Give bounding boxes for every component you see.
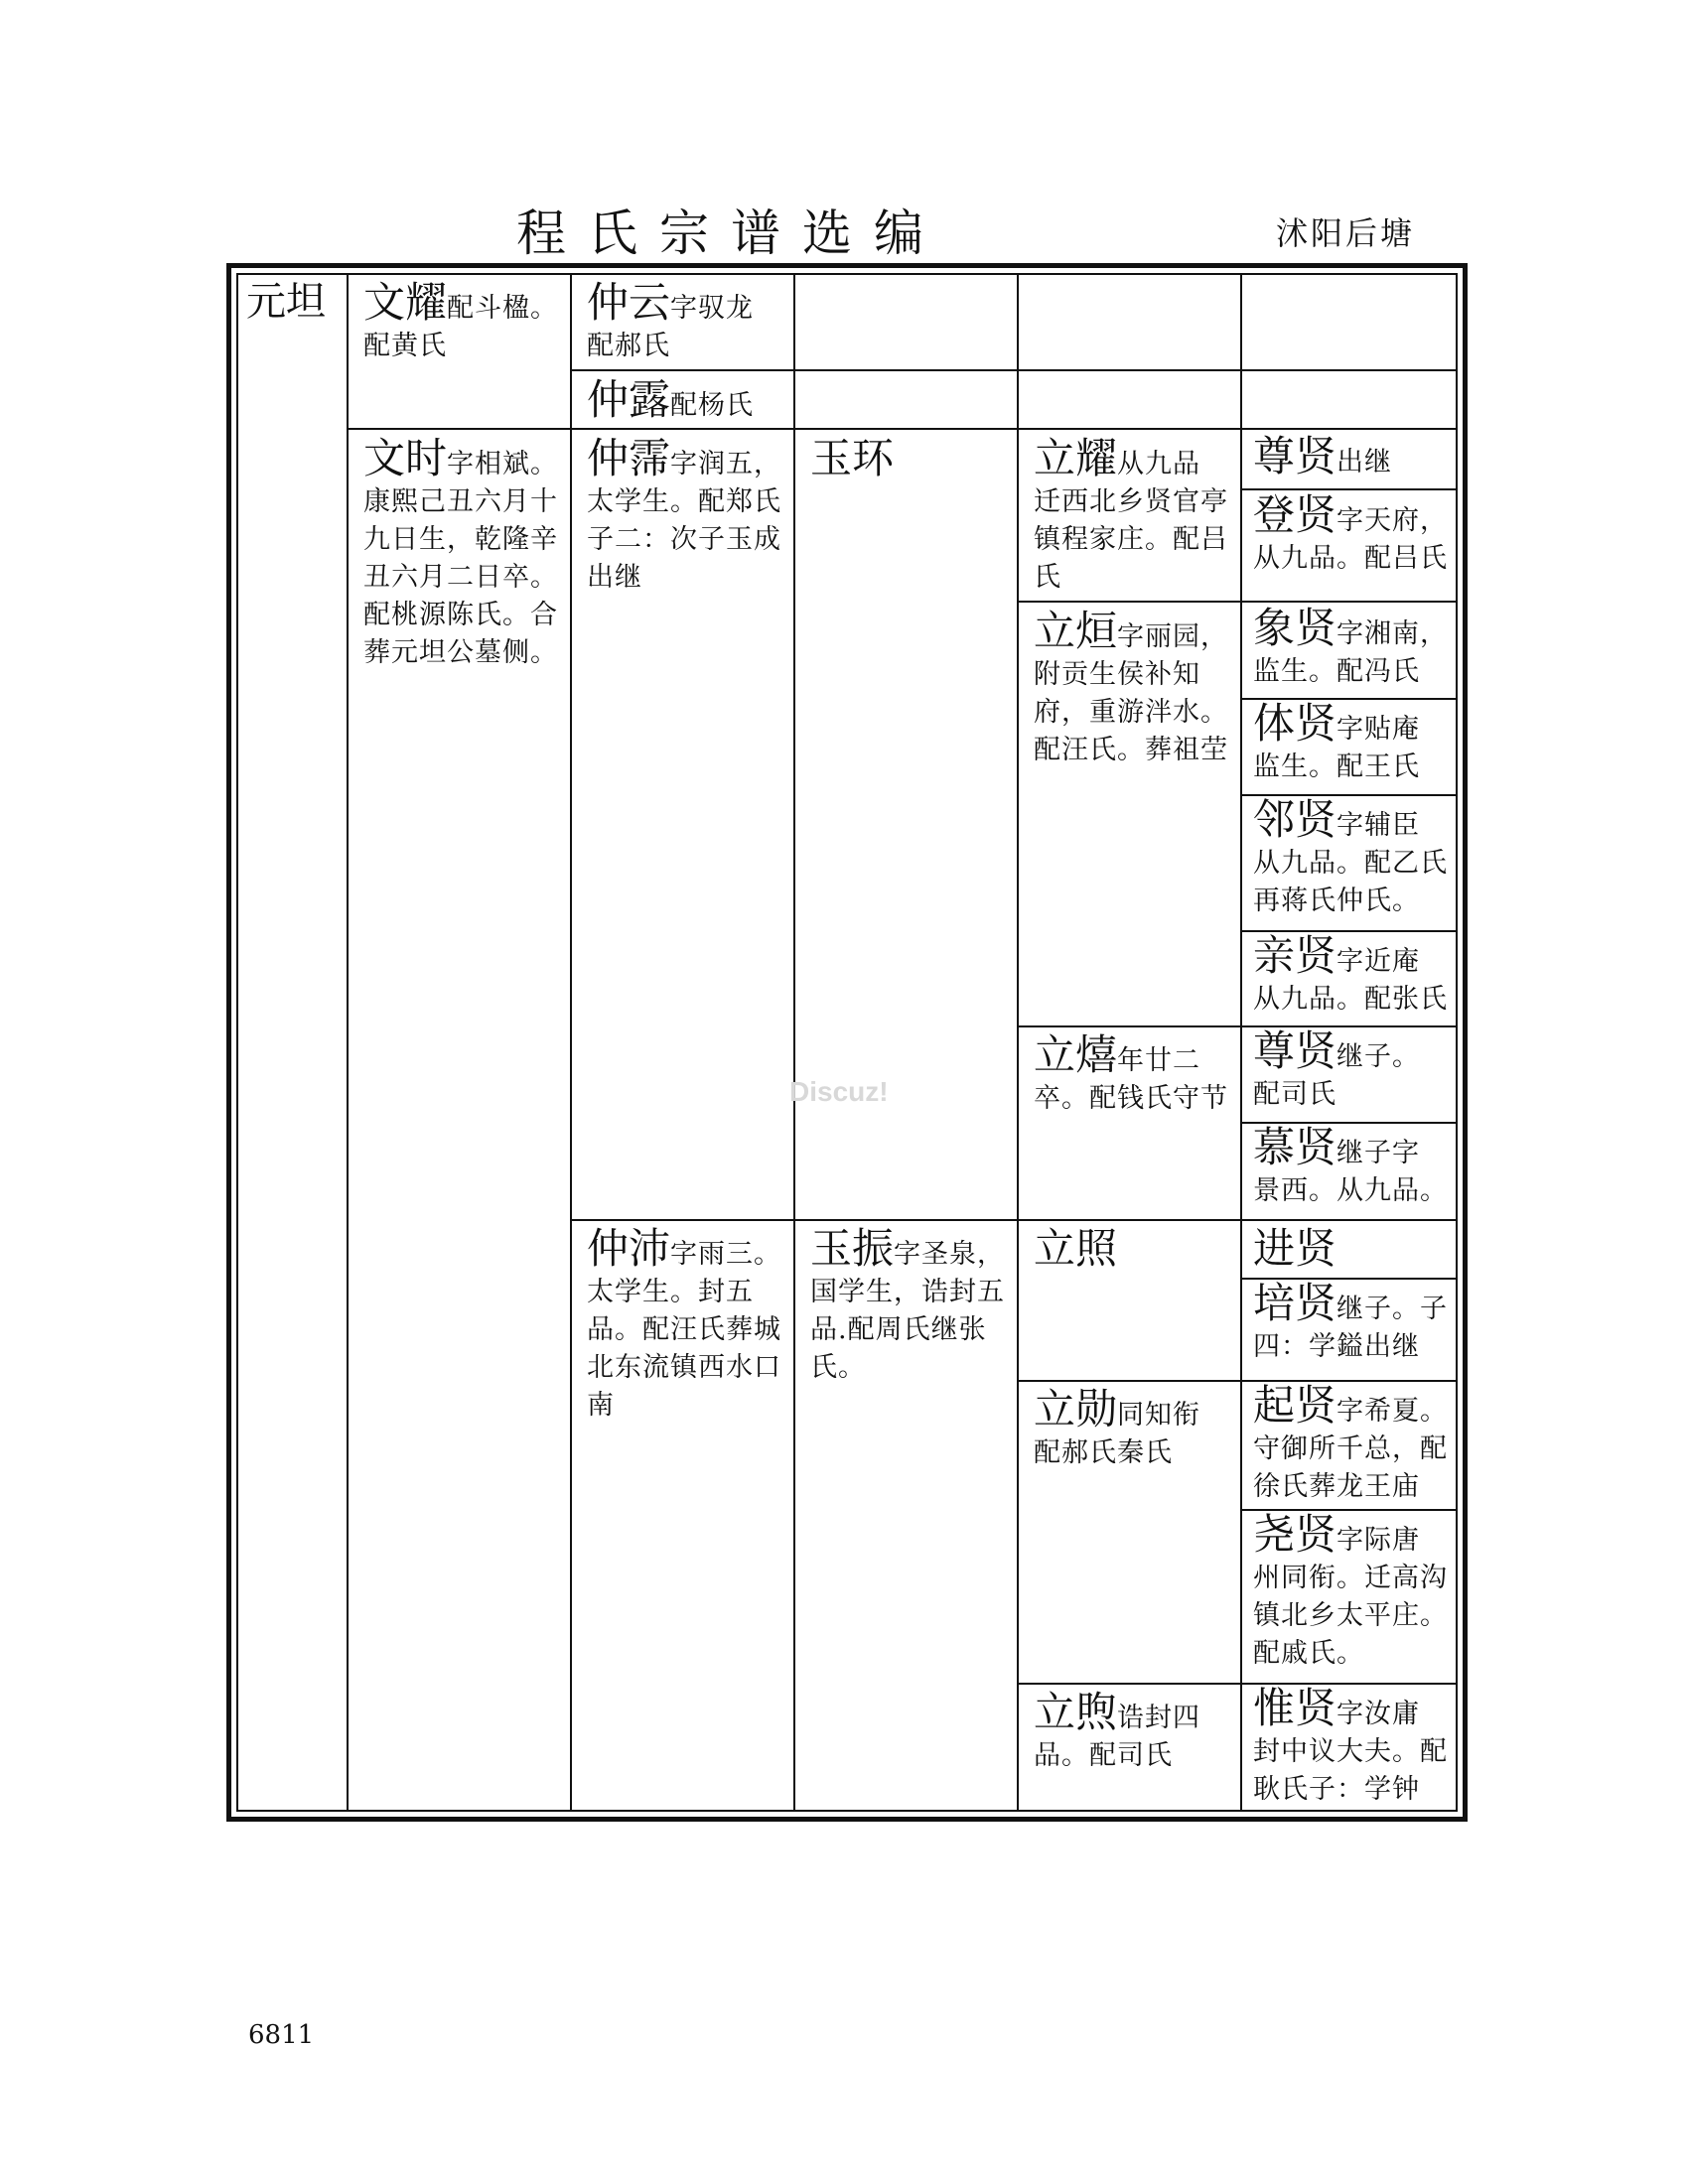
entry-name: 尧贤: [1253, 1513, 1337, 1559]
entry-zunxian-1: [1253, 435, 1455, 486]
entry-body: 配黄氏: [363, 331, 447, 361]
entry-note: 字希夏。: [1336, 1396, 1449, 1427]
entry-body: 从九品。配乙氏再蒋氏仲氏。: [1253, 848, 1448, 916]
entry-note: 年廿二: [1117, 1045, 1201, 1076]
entry-body: 景西。从九品。: [1253, 1175, 1448, 1206]
entry-body: 迁西北乡贤官亭镇程家庄。配吕氏: [1034, 486, 1228, 593]
row-divider: [1240, 1219, 1458, 1221]
entry-note: 字相斌。: [447, 449, 559, 479]
entry-name: 尊贤: [1253, 1029, 1337, 1075]
column-divider: [570, 273, 572, 1812]
entry-name: 立烜: [1034, 610, 1118, 655]
entry-body: 国学生，诰封五品.配周氏继张氏。: [810, 1277, 1005, 1383]
entry-note: 字丽园，: [1117, 621, 1229, 652]
entry-name: 立煦: [1034, 1691, 1118, 1736]
entry-name: 亲贤: [1253, 934, 1337, 980]
entry-name: 立照: [1034, 1227, 1118, 1273]
entry-tixian: [1253, 702, 1455, 791]
entry-body: 配郝氏秦氏: [1034, 1437, 1173, 1468]
page-subtitle: 沭阳后塘: [1276, 214, 1416, 252]
entry-name: 玉环: [810, 437, 895, 482]
entry-name: 仲露: [587, 378, 671, 424]
ancestor-label: [246, 280, 344, 340]
row-divider: [1017, 1380, 1240, 1382]
entry-note: 字圣泉，: [894, 1239, 1006, 1270]
entry-jinxian: [1253, 1227, 1455, 1275]
entry-yuzhen: [810, 1227, 1009, 1426]
entry-xiangxian: [1253, 607, 1455, 696]
entry-dengxian: [1253, 493, 1455, 598]
entry-linxian: [1253, 798, 1455, 927]
entry-peixian: [1253, 1282, 1455, 1378]
entry-zhongpei2: [587, 1227, 785, 1485]
row-divider: [1240, 794, 1458, 796]
entry-lixu: [1034, 1691, 1232, 1790]
entry-note: 字驭龙: [670, 293, 755, 324]
entry-note: 字辅臣: [1336, 810, 1421, 841]
entry-note: 诰封四: [1117, 1703, 1201, 1733]
row-divider: [1240, 930, 1458, 932]
entry-body: 配郝氏: [587, 331, 670, 361]
entry-wenshi: [363, 437, 567, 854]
entry-name: 立熺: [1034, 1033, 1118, 1079]
entry-note: 字湘南，: [1336, 618, 1449, 649]
entry-wenyao: [363, 281, 567, 425]
column-divider: [1240, 273, 1242, 1812]
row-divider: [1017, 601, 1240, 603]
entry-note: 配斗楹。: [447, 293, 559, 324]
entry-note: 配杨氏: [670, 390, 755, 421]
entry-lizhao: [1034, 1227, 1232, 1287]
column-divider: [1017, 273, 1019, 1812]
entry-body: 品。配司氏: [1034, 1740, 1173, 1771]
entry-name: 体贤: [1253, 702, 1337, 748]
entry-body: 监生。配冯氏: [1253, 656, 1420, 687]
entry-body: 康熙己丑六月十九日生，乾隆辛丑六月二日卒。配桃源陈氏。合葬元坦公墓侧。: [363, 486, 558, 668]
ancestor-name: 元坦: [246, 280, 326, 325]
entry-body: 从九品。配张氏: [1253, 984, 1448, 1015]
entry-name: 慕贤: [1253, 1126, 1337, 1171]
entry-name: 文时: [363, 437, 448, 482]
page-number: 6811: [248, 2020, 315, 2050]
row-divider: [1240, 1683, 1458, 1685]
entry-name: 尊贤: [1253, 435, 1337, 480]
entry-name: 惟贤: [1253, 1687, 1337, 1732]
entry-name: 立勋: [1034, 1388, 1118, 1433]
entry-note: 字贴庵: [1336, 714, 1421, 745]
entry-lixun: [1034, 1388, 1232, 1487]
entry-body: 附贡生侯补知府，重游泮水。配汪氏。葬祖茔: [1034, 659, 1228, 765]
entry-zhonglu: [587, 378, 785, 426]
entry-name: 玉振: [810, 1227, 895, 1273]
entry-zhongyun: [587, 281, 785, 366]
entry-yaoxian: [1253, 1513, 1455, 1680]
row-divider: [1240, 1025, 1458, 1027]
row-divider: [1240, 1122, 1458, 1124]
entry-note: 字润五，: [670, 449, 782, 479]
entry-qinxian: [1253, 934, 1455, 1024]
entry-name: 立耀: [1034, 437, 1118, 482]
entry-body: 监生。配王氏: [1253, 751, 1420, 782]
entry-body: 配司氏: [1253, 1079, 1336, 1110]
row-divider: [1240, 601, 1458, 603]
entry-lixuan: [1034, 610, 1232, 808]
entry-name: 文耀: [363, 281, 448, 327]
entry-body: 太学生。配郑氏子二：次子玉成出继: [587, 486, 781, 593]
entry-note: 从九品: [1117, 449, 1201, 479]
entry-name: 登贤: [1253, 493, 1337, 539]
entry-body: 封中议大夫。配耿氏子：学钟: [1253, 1736, 1448, 1805]
column-divider: [347, 273, 349, 1812]
row-divider: [1240, 1380, 1458, 1382]
entry-yuhuan: [810, 437, 1009, 496]
entry-note: 继子。: [1336, 1041, 1421, 1072]
entry-note: 继子字: [1336, 1138, 1421, 1168]
entry-note: 继子。子: [1336, 1294, 1449, 1324]
entry-muxian: [1253, 1126, 1455, 1217]
entry-body: 守御所千总，配徐氏葬龙王庙: [1253, 1433, 1448, 1502]
entry-name: 起贤: [1253, 1384, 1337, 1430]
entry-note: 字近庵: [1336, 946, 1421, 977]
entry-note: 字际唐: [1336, 1525, 1421, 1556]
entry-name: 培贤: [1253, 1282, 1337, 1327]
entry-zunxian-2: [1253, 1029, 1455, 1119]
watermark: Discuz!: [789, 1076, 889, 1107]
entry-qixian: [1253, 1384, 1455, 1507]
row-divider: [1240, 1509, 1458, 1511]
row-divider: [1240, 698, 1458, 700]
entry-note: 字汝庸: [1336, 1699, 1421, 1729]
entry-name: 邻贤: [1253, 798, 1337, 844]
entry-weixian: [1253, 1687, 1455, 1810]
entry-note: 出继: [1336, 447, 1393, 478]
entry-lixi: [1034, 1033, 1232, 1133]
row-divider: [1240, 488, 1458, 490]
entry-note: 字天府，: [1336, 505, 1449, 536]
entry-body: 从九品。配吕氏: [1253, 543, 1448, 574]
column-divider: [793, 273, 795, 1812]
entry-body: 卒。配钱氏守节: [1034, 1083, 1228, 1114]
entry-name: 进贤: [1253, 1227, 1337, 1273]
entry-body: 四：学鎰出继: [1253, 1331, 1420, 1362]
entry-name: 仲云: [587, 281, 671, 327]
entry-liyao: [1034, 437, 1232, 598]
row-divider: [1017, 1683, 1240, 1685]
entry-zhongpei: [587, 437, 785, 665]
row-divider: [570, 369, 1458, 371]
entry-body: 州同衔。迁高沟镇北乡太平庄。配戚氏。: [1253, 1563, 1448, 1669]
entry-note: 字雨三。: [670, 1239, 782, 1270]
page-title: 程氏宗谱选编: [516, 205, 945, 262]
entry-name: 仲霈: [587, 437, 671, 482]
row-divider: [347, 428, 1458, 430]
entry-name: 象贤: [1253, 607, 1337, 652]
row-divider: [1017, 1025, 1240, 1027]
entry-name: 仲沛: [587, 1227, 671, 1273]
entry-note: 同知衔: [1117, 1400, 1201, 1431]
entry-body: 太学生。封五品。配汪氏葬城北东流镇西水口南: [587, 1277, 781, 1421]
row-divider: [1240, 1278, 1458, 1280]
